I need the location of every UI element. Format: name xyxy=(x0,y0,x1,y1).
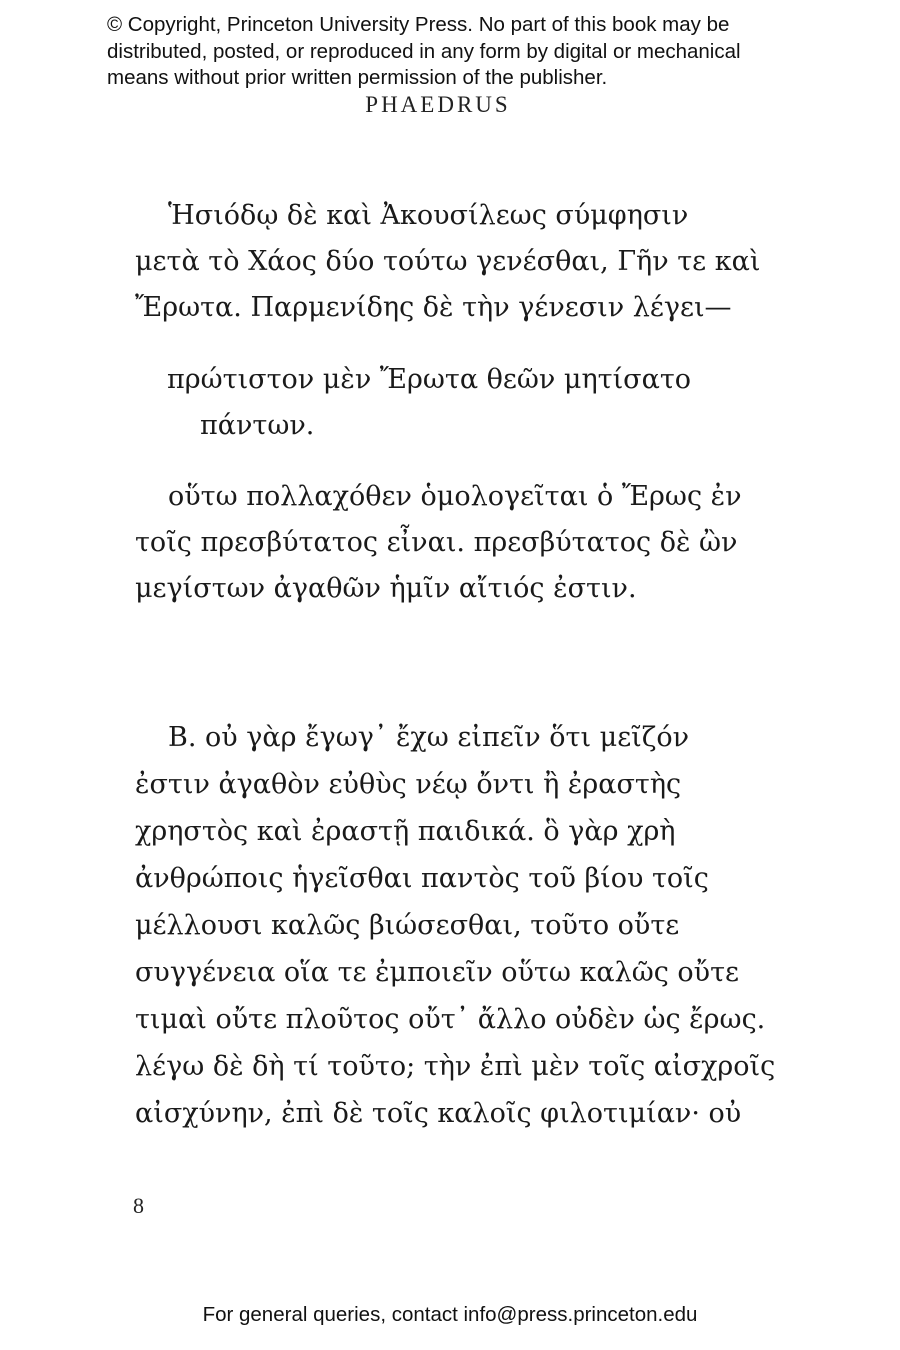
paragraph-1 xyxy=(135,193,760,331)
text-line: λέγω δὲ δὴ τί τοῦτο; τὴν ἐπὶ μὲν τοῖς αἰσχροῖς xyxy=(135,1051,776,1082)
running-head: PHAEDRUS xyxy=(365,92,511,117)
text-line: μέλλουσι καλῶς βιώσεσθαι, τοῦτο οὔτε xyxy=(135,910,680,941)
verse-line: πρώτιστον μὲν Ἔρωτα θεῶν μητίσατο xyxy=(167,364,692,395)
copyright-line: distributed, posted, or reproduced in any form by digital or mechanical xyxy=(107,39,741,63)
paragraph-2 xyxy=(135,474,742,612)
text-line: μετὰ τὸ Χάος δύο τούτω γενέσθαι, Γῆν τε καὶ xyxy=(135,246,761,277)
text-line: Ἡσιόδῳ δὲ καὶ Ἀκουσίλεως σύμφησιν xyxy=(168,200,689,231)
footer-contact: For general queries, contact info@press.princeton.edu xyxy=(202,1303,698,1326)
copyright-line: means without prior written permission of the publisher. xyxy=(107,66,608,89)
text-line: ἀνθρώποις ἡγεῖσθαι παντὸς τοῦ βίου τοῖς xyxy=(135,863,709,894)
text-line: ἐστιν ἀγαθὸν εὐθὺς νέῳ ὄντι ἢ ἐραστὴς xyxy=(135,769,682,800)
copyright-notice xyxy=(107,12,867,92)
text-line: B. οὐ γὰρ ἔγωγ᾽ ἔχω εἰπεῖν ὅτι μεῖζόν xyxy=(168,722,690,753)
page-number: 8 xyxy=(133,1193,144,1218)
copyright-line: © Copyright, Princeton University Press. No part of this book may be xyxy=(107,13,730,36)
text-line: οὕτω πολλαχόθεν ὁμολογεῖται ὁ Ἔρως ἐν xyxy=(168,481,742,512)
verse-quotation xyxy=(167,357,691,449)
text-line: Ἔρωτα. Παρμενίδης δὲ τὴν γένεσιν λέγει— xyxy=(135,292,732,323)
text-line: συγγένεια οἵα τε ἐμποιεῖν οὕτω καλῶς οὔτε xyxy=(135,957,740,988)
verse-line: πάντων. xyxy=(200,410,315,441)
text-line: μεγίστων ἀγαθῶν ἡμῖν αἴτιός ἐστιν. xyxy=(135,573,637,604)
text-line: χρηστὸς καὶ ἐραστῇ παιδικά. ὃ γὰρ χρὴ xyxy=(135,816,676,847)
paragraph-3 xyxy=(135,714,775,1137)
text-line: αἰσχύνην, ἐπὶ δὲ τοῖς καλοῖς φιλοτιμίαν· οὐ xyxy=(135,1098,742,1129)
text-line: τιμαὶ οὔτε πλοῦτος οὔτ᾽ ἄλλο οὐδὲν ὡς ἔρως. xyxy=(135,1004,766,1035)
text-line: τοῖς πρεσβύτατος εἶναι. πρεσβύτατος δὲ ὢν xyxy=(135,527,738,558)
